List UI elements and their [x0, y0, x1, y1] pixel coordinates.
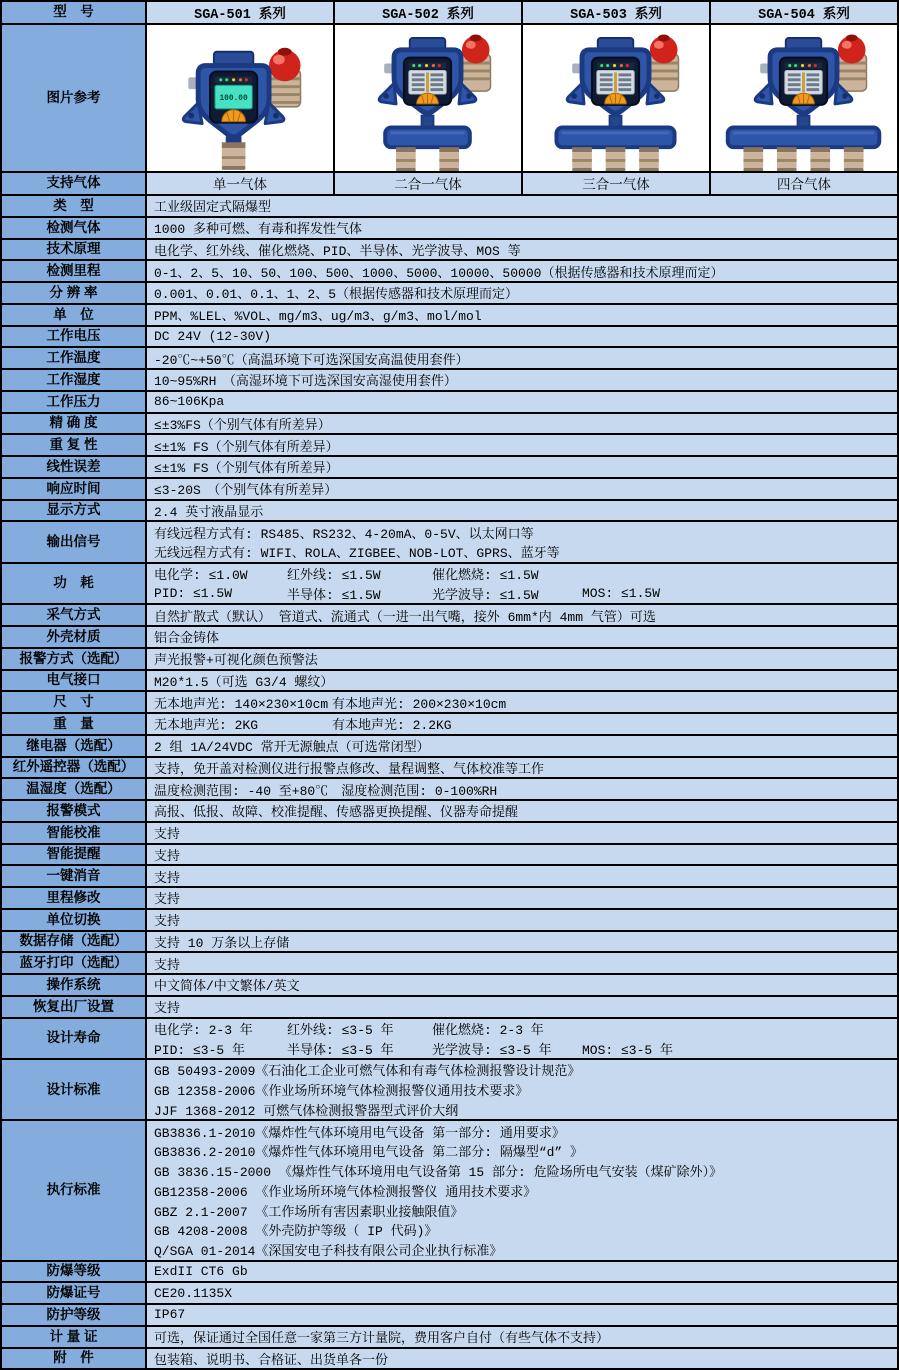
- spec-value: 可选，保证通过全国任意一家第三方计量院，费用客户自付（有些气体不支持）: [154, 1331, 610, 1347]
- gas-type-cell: 单一气体: [147, 173, 333, 194]
- spec-value: 自然扩散式（默认） 管道式、流通式（一进一出气嘴，接外 6mm*内 4mm 气管）可选: [154, 609, 656, 625]
- table-row: [2, 368, 897, 390]
- table-row: [2, 734, 897, 756]
- row-label: 工作电压: [2, 327, 147, 347]
- spec-value: PPM、%LEL、%VOL、mg/m3、ug/m3、g/m3、mol/mol: [154, 309, 482, 325]
- table-row: [2, 777, 897, 799]
- row-label: 响应时间: [2, 479, 147, 499]
- spec-value: GB3836.2-2010《爆炸性气体环境用电气设备 第二部分: 隔爆型“d” 》: [154, 1145, 584, 1161]
- row-label: 功 耗: [2, 564, 147, 604]
- spec-value-segment: 催化燃烧: ≤1.5W: [432, 568, 539, 584]
- row-label: 蓝牙打印（选配）: [2, 953, 147, 973]
- row-value: [147, 823, 897, 843]
- table-row: [2, 1347, 897, 1369]
- spec-value-segment: 有本地声光: 200×230×10cm: [332, 696, 507, 712]
- row-value: [147, 261, 897, 281]
- spec-value: CE20.1135X: [154, 1285, 233, 1301]
- spec-value: 无线远程方式有: WIFI、ROLA、ZIGBEE、NOB-LOT、GPRS、蓝牙等: [154, 546, 560, 562]
- gas-type-cell: 四合气体: [709, 173, 897, 194]
- table-row: [2, 1281, 897, 1303]
- row-value: [147, 714, 897, 734]
- spec-value: GB 12358-2006《作业场所环境气体检测报警仪通用技术要求》: [154, 1084, 529, 1100]
- row-value: [147, 522, 897, 562]
- row-label: 报警模式: [2, 801, 147, 821]
- row-value: [147, 671, 897, 691]
- spec-value: 0.001、0.01、0.1、1、2、5（根据传感器和技术原理而定）: [154, 287, 519, 303]
- row-value: [147, 932, 897, 952]
- row-label: 里程修改: [2, 888, 147, 908]
- row-label: 防爆证号: [2, 1283, 147, 1303]
- table-row: [2, 346, 897, 368]
- row-value: [147, 348, 897, 368]
- spec-value-line: [147, 1019, 897, 1039]
- spec-value-segment: PID: ≤3-5 年: [154, 1042, 246, 1058]
- gas-detector-illustration: [335, 25, 521, 171]
- table-row: [2, 690, 897, 712]
- row-label: 一键消音: [2, 866, 147, 886]
- row-label: 计 量 证: [2, 1327, 147, 1347]
- table-row: [2, 412, 897, 434]
- row-value: [147, 736, 897, 756]
- row-value: [147, 953, 897, 973]
- detector-image-cells: [147, 25, 897, 171]
- row-label: 显示方式: [2, 501, 147, 521]
- spec-value: 温度检测范围: -40 至+80℃ 湿度检测范围: 0-100%RH: [154, 783, 498, 799]
- row-value: [147, 845, 897, 865]
- spec-value: 86~106Kpa: [154, 394, 225, 410]
- row-label: 报警方式（选配）: [2, 649, 147, 669]
- spec-value: GB12358-2006 《作业场所环境气体检测报警仪 通用技术要求》: [154, 1184, 537, 1200]
- row-value: [147, 801, 897, 821]
- row-value: [147, 627, 897, 647]
- spec-value: 中文简体/中文繁体/英文: [154, 979, 300, 995]
- table-row: [2, 908, 897, 930]
- spec-value-segment: 无本地声光: 2KG: [154, 718, 259, 734]
- spec-value: 2.4 英寸液晶显示: [154, 504, 264, 520]
- gas-detector-illustration: [147, 25, 333, 171]
- row-label: 采气方式: [2, 605, 147, 625]
- row-label: 智能提醒: [2, 845, 147, 865]
- spec-value-line: [147, 584, 897, 604]
- row-label: 恢复出厂设置: [2, 997, 147, 1017]
- spec-value: 有线远程方式有: RS485、RS232、4-20mA、0-5V、以太网口等: [154, 526, 534, 542]
- spec-value: 支持: [154, 1001, 181, 1017]
- table-row: [2, 499, 897, 521]
- spec-value-segment: MOS: ≤1.5W: [582, 585, 661, 601]
- table-row: [2, 843, 897, 865]
- row-value: [147, 564, 897, 604]
- table-row: [2, 647, 897, 669]
- row-label: 红外遥控器（选配）: [2, 758, 147, 778]
- table-row: [2, 669, 897, 691]
- spec-value-line: [147, 1038, 897, 1058]
- table-row: [2, 1260, 897, 1282]
- table-row: [2, 799, 897, 821]
- row-label: 防爆等级: [2, 1262, 147, 1282]
- table-row: [2, 1058, 897, 1119]
- row-label: 尺 寸: [2, 692, 147, 712]
- row-value: [147, 649, 897, 669]
- row-value: [147, 240, 897, 260]
- spec-value: 支持: [154, 914, 181, 930]
- row-label: 图片参考: [2, 25, 147, 171]
- row-value: [147, 1060, 897, 1119]
- spec-value: GB3836.1-2010《爆炸性气体环境用电气设备 第一部分: 通用要求》: [154, 1125, 565, 1141]
- row-value: [147, 501, 897, 521]
- spec-value: 电化学、红外线、催化燃烧、PID、半导体、光学波导、MOS 等: [154, 243, 521, 259]
- spec-value: 支持: [154, 848, 181, 864]
- spec-value: 1000 多种可燃、有毒和挥发性气体: [154, 222, 363, 238]
- spec-value-segment: MOS: ≤3-5 年: [582, 1042, 674, 1058]
- table-row: [2, 995, 897, 1017]
- table-row: [2, 259, 897, 281]
- row-label: 附 件: [2, 1349, 147, 1369]
- row-value: [147, 218, 897, 238]
- spec-value-segment: 半导体: ≤3-5 年: [287, 1042, 394, 1058]
- spec-value: 包装箱、说明书、合格证、出货单各一份: [154, 1352, 389, 1368]
- spec-value-line: [147, 714, 897, 734]
- table-row: [2, 603, 897, 625]
- gas-type-cell: 二合一气体: [333, 173, 521, 194]
- table-row: [2, 864, 897, 886]
- row-label: 工作湿度: [2, 370, 147, 390]
- detector-image-sga-501: [147, 25, 333, 171]
- row-label: 技术原理: [2, 240, 147, 260]
- spec-value: ≤3-20S （个别气体有所差异）: [154, 483, 338, 499]
- table-row: [2, 1303, 897, 1325]
- spec-value-line: [147, 564, 897, 584]
- row-label: 支持气体: [2, 173, 147, 194]
- spec-value: M20*1.5（可选 G3/4 螺纹）: [154, 674, 334, 690]
- table-row: [2, 325, 897, 347]
- table-row: [2, 477, 897, 499]
- row-value: [147, 327, 897, 347]
- table-row: [2, 1119, 897, 1259]
- row-label: 工作压力: [2, 392, 147, 412]
- spec-value: 铝合金铸体: [154, 631, 220, 647]
- table-row: [2, 216, 897, 238]
- row-label: 线性误差: [2, 457, 147, 477]
- row-value: [147, 1019, 897, 1059]
- spec-value: 10~95%RH （高湿环境下可选深国安高湿使用套件）: [154, 374, 457, 390]
- spec-value: 2 组 1A/24VDC 常开无源触点（可选常闭型）: [154, 740, 430, 756]
- model-column-header: SGA-504 系列: [709, 2, 897, 23]
- row-label: 执行标准: [2, 1121, 147, 1259]
- table-row: [2, 2, 897, 23]
- row-label: 电气接口: [2, 671, 147, 691]
- model-column-header: SGA-501 系列: [147, 2, 333, 23]
- row-value: [147, 997, 897, 1017]
- spec-value-segment: 半导体: ≤1.5W: [287, 587, 381, 603]
- spec-value: -20℃~+50℃（高温环境下可选深国安高温使用套件）: [154, 352, 469, 368]
- detector-image-sga-503: [521, 25, 709, 171]
- spec-value: ≤±3%FS（个别气体有所差异）: [154, 417, 331, 433]
- spec-value: 声光报警+可视化颜色预警法: [154, 653, 318, 669]
- row-label: 重 复 性: [2, 435, 147, 455]
- table-row: [2, 712, 897, 734]
- row-label: 型 号: [2, 2, 147, 23]
- row-value: [147, 435, 897, 455]
- gas-type-cells: [147, 173, 897, 194]
- row-value: [147, 283, 897, 303]
- model-column-header: SGA-503 系列: [521, 2, 709, 23]
- model-header-cells: [147, 2, 897, 23]
- row-value: [147, 1121, 897, 1259]
- table-row: [2, 171, 897, 194]
- spec-value: 工业级固定式隔爆型: [154, 200, 272, 216]
- table-row: [2, 520, 897, 562]
- spec-value-segment: 光学波导: ≤3-5 年: [432, 1042, 552, 1058]
- table-row: [2, 821, 897, 843]
- table-row: [2, 1325, 897, 1347]
- row-value: [147, 866, 897, 886]
- row-label: 输出信号: [2, 522, 147, 562]
- spec-value: GB 3836.15-2000 《爆炸性气体环境用电气设备第 15 部分: 危险场所电气安装（煤矿除外）》: [154, 1165, 723, 1181]
- table-row: [2, 562, 897, 604]
- row-value: [147, 414, 897, 434]
- spec-value: 支持: [154, 957, 181, 973]
- table-row: [2, 23, 897, 171]
- table-row: [2, 194, 897, 216]
- row-label: 精 确 度: [2, 414, 147, 434]
- row-label: 单位切换: [2, 910, 147, 930]
- row-label: 温湿度（选配）: [2, 779, 147, 799]
- spec-value-segment: 电化学: 2-3 年: [154, 1022, 253, 1038]
- table-row: [2, 973, 897, 995]
- row-value: [147, 975, 897, 995]
- row-label: 防护等级: [2, 1305, 147, 1325]
- table-row: [2, 238, 897, 260]
- spec-value: ≤±1% FS（个别气体有所差异）: [154, 439, 339, 455]
- spec-value: ExdII CT6 Gb: [154, 1263, 248, 1279]
- spec-value: 高报、低报、故障、校准提醒、传感器更换提醒、仪器寿命提醒: [154, 805, 519, 821]
- gas-detector-illustration: [523, 25, 709, 171]
- spec-value-segment: 无本地声光: 140×230×10cm: [154, 696, 329, 712]
- table-row: [2, 886, 897, 908]
- spec-value: 0-1、2、5、10、50、100、500、1000、5000、10000、50000（根据传感器和技术原理而定）: [154, 265, 724, 281]
- spec-value: GBZ 2.1-2007 《工作场所有害因素职业接触限值》: [154, 1204, 464, 1220]
- row-value: [147, 370, 897, 390]
- spec-value: 支持: [154, 870, 181, 886]
- gas-type-cell: 三合一气体: [521, 173, 709, 194]
- row-label: 分 辨 率: [2, 283, 147, 303]
- spec-value: 支持 10 万条以上存储: [154, 935, 290, 951]
- row-value: [147, 1327, 897, 1347]
- spec-value-segment: 有本地声光: 2.2KG: [332, 718, 452, 734]
- row-label: 外壳材质: [2, 627, 147, 647]
- row-label: 工作温度: [2, 348, 147, 368]
- spec-value-segment: 催化燃烧: 2-3 年: [432, 1022, 544, 1038]
- row-value: [147, 692, 897, 712]
- table-row: [2, 281, 897, 303]
- row-label: 单 位: [2, 305, 147, 325]
- row-value: [147, 196, 897, 216]
- row-label: 设计寿命: [2, 1019, 147, 1059]
- spec-value: 支持: [154, 892, 181, 908]
- row-value: [147, 479, 897, 499]
- detector-image-sga-504: [709, 25, 897, 171]
- spec-value: 支持，免开盖对检测仪进行报警点修改、量程调整、气体校准等工作: [154, 761, 545, 777]
- table-row: [2, 756, 897, 778]
- table-row: [2, 930, 897, 952]
- spec-value-segment: PID: ≤1.5W: [154, 585, 233, 601]
- row-label: 检测里程: [2, 261, 147, 281]
- spec-value: Q/SGA 01-2014《深国安电子科技有限公司企业执行标准》: [154, 1244, 503, 1260]
- spec-value: GB 50493-2009《石油化工企业可燃气体和有毒气体检测报警设计规范》: [154, 1064, 581, 1080]
- row-value: [147, 1283, 897, 1303]
- row-value: [147, 1305, 897, 1325]
- spec-value: DC 24V (12-30V): [154, 328, 272, 344]
- row-value: [147, 758, 897, 778]
- row-value: [147, 888, 897, 908]
- gas-detector-illustration: [711, 25, 897, 171]
- spec-value-segment: 光学波导: ≤1.5W: [432, 587, 539, 603]
- row-label: 智能校准: [2, 823, 147, 843]
- spec-value: JJF 1368-2012 可燃气体检测报警器型式评价大纲: [154, 1103, 459, 1119]
- row-value: [147, 910, 897, 930]
- table-row: [2, 455, 897, 477]
- row-value: [147, 605, 897, 625]
- table-row: [2, 303, 897, 325]
- row-label: 设计标准: [2, 1060, 147, 1119]
- spec-value-segment: 红外线: ≤1.5W: [287, 568, 381, 584]
- row-value: [147, 1349, 897, 1369]
- row-label: 类 型: [2, 196, 147, 216]
- row-value: [147, 457, 897, 477]
- spec-value-segment: 红外线: ≤3-5 年: [287, 1022, 394, 1038]
- row-value: [147, 305, 897, 325]
- row-label: 检测气体: [2, 218, 147, 238]
- spec-value: IP67: [154, 1307, 186, 1323]
- table-row: [2, 1017, 897, 1059]
- row-label: 重 量: [2, 714, 147, 734]
- spec-value-line: [147, 692, 897, 712]
- row-label: 数据存储（选配）: [2, 932, 147, 952]
- detector-screen-value: 100.00: [219, 93, 248, 103]
- spec-value: GB 4208-2008 《外壳防护等级（ IP 代码)》: [154, 1224, 438, 1240]
- row-label: 操作系统: [2, 975, 147, 995]
- spec-value: 支持: [154, 827, 181, 843]
- row-label: 继电器（选配）: [2, 736, 147, 756]
- row-value: [147, 392, 897, 412]
- table-row: [2, 951, 897, 973]
- table-row: [2, 433, 897, 455]
- detector-image-sga-502: [333, 25, 521, 171]
- row-value: [147, 1262, 897, 1282]
- table-row: [2, 625, 897, 647]
- model-column-header: SGA-502 系列: [333, 2, 521, 23]
- table-row: [2, 390, 897, 412]
- spec-value: ≤±1% FS（个别气体有所差异）: [154, 461, 339, 477]
- spec-value-segment: 电化学: ≤1.0W: [154, 568, 248, 584]
- row-value: [147, 779, 897, 799]
